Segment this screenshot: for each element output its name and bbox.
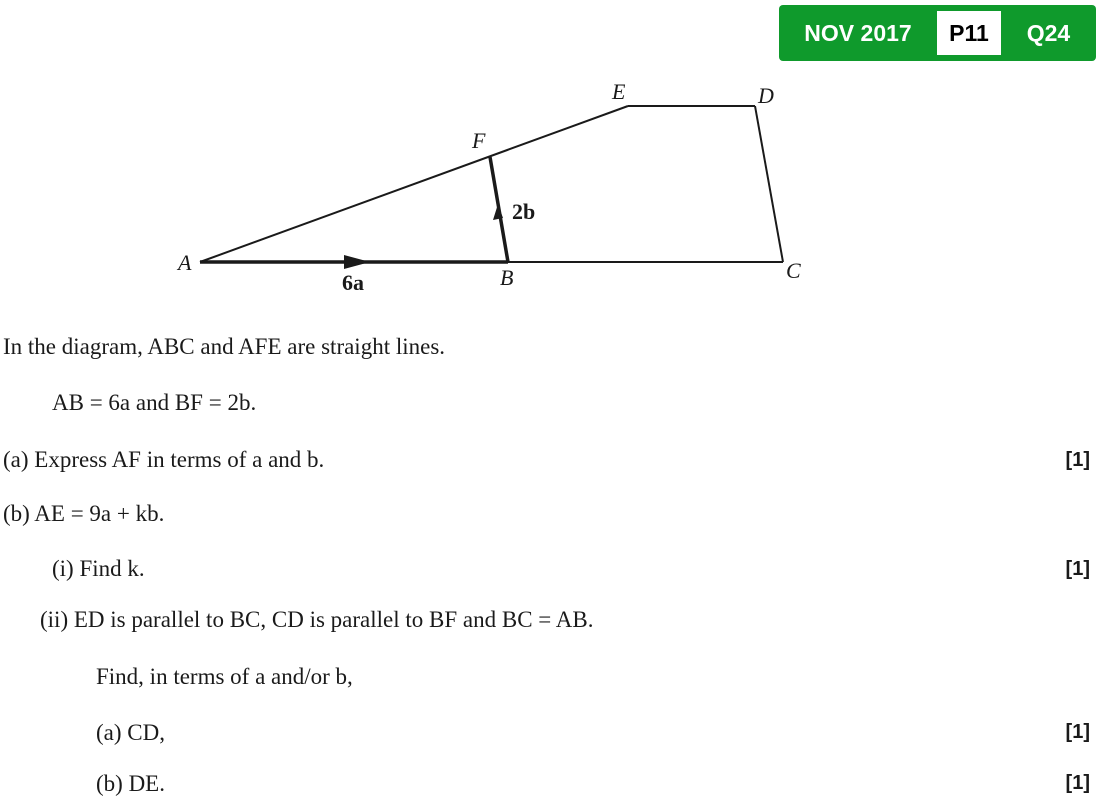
- question-part-b-ii: [40, 607, 593, 633]
- intro-text-content: In the diagram, ABC and AFE are straight lines.: [3, 334, 446, 359]
- find-instruction: [96, 664, 353, 690]
- point-c-label: C: [786, 258, 801, 283]
- arrow-bf: [493, 204, 503, 220]
- question-part-b: [3, 501, 164, 527]
- line-dc: [755, 106, 783, 262]
- line-ae: [200, 106, 628, 262]
- subpart-b-marks: [1]: [1065, 772, 1090, 794]
- point-b-label: B: [500, 265, 514, 290]
- question-label: Q24: [1026, 20, 1071, 46]
- question-part-b-text: (b) AE = 9a + kb.: [3, 501, 165, 526]
- subpart-a: [96, 720, 165, 746]
- part-b-i-marks: [1]: [1065, 558, 1090, 580]
- given-vectors: [52, 390, 256, 416]
- arrow-ab: [344, 255, 370, 269]
- question-part-b-i: [52, 556, 145, 582]
- point-f-label: F: [472, 128, 486, 153]
- subpart-b: [96, 771, 165, 797]
- paper-label: P11: [937, 11, 1001, 55]
- point-d-label: D: [758, 83, 774, 108]
- question-part-a: [3, 447, 324, 473]
- session-label: NOV 2017: [804, 20, 912, 46]
- given-vectors-text: AB = 6a and BF = 2b.: [52, 390, 257, 415]
- vector-bf-label: 2b: [512, 199, 536, 224]
- question-part-b-ii-text: (ii) ED is parallel to BC, CD is parallel to BF and BC = AB.: [40, 607, 594, 632]
- subpart-a-text: (a) CD,: [96, 720, 165, 745]
- subpart-b-text: (b) DE.: [96, 771, 165, 796]
- intro-text: [3, 334, 445, 360]
- vector-diagram: [0, 0, 1100, 320]
- part-a-marks: [1]: [1065, 449, 1090, 471]
- question-part-b-i-text: (i) Find k.: [52, 556, 145, 581]
- question-part-a-text: (a) Express AF in terms of a and b.: [3, 447, 325, 472]
- point-a-label: A: [178, 250, 192, 275]
- find-instruction-text: Find, in terms of a and/or b,: [96, 664, 353, 689]
- subpart-a-marks: [1]: [1065, 721, 1090, 743]
- point-e-label: E: [612, 79, 626, 104]
- vector-ab-label: 6a: [342, 270, 364, 295]
